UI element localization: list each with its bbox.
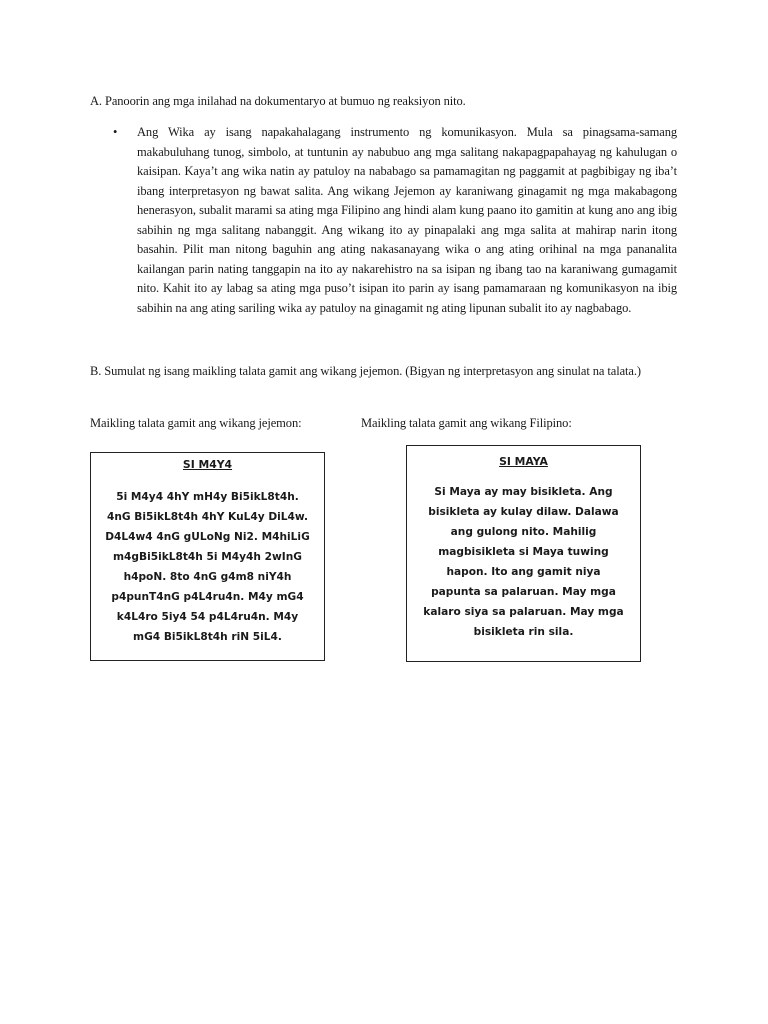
reaction-paragraph: Ang Wika ay isang napakahalagang instrumento ng komunikasyon. Mula sa pinagsama-samang makabuluhang tunog, simbolo, at tuntunin ay nabubuo ang mga salitang nakapagpapahayag ng kahulugan o kaisipan. Kaya’t ang wika natin ay patuloy na nababago sa pamamagitan ng paggamit at pagbibigay ng iba’t ibang interpretasyon ng bawat salita. Ang wikang Jejemon ay karaniwang ginagamit ng mga makabagong henerasyon, subalit marami sa ating mga Filipino ang hindi alam kung paano ito gamitin at kung ano ang ibig sabihin ng mga salitang nabanggit. Ang wikang ito ay pinapalaki ang mga salita at mahirap narin itong basahin. Pilit man nitong baguhin ang ating nakasanayang wika o ang ating orihinal na mga pananalita kailangan parin nating tanggapin na ito ay nakarehistro na sa isipan ng ibang tao na karaniwang gumagamit nito. Kahit ito ay labag sa ating mga puso’t isipan ito parin ay isang pamamaraan ng komunikasyon na ibig sabihin na ang ating sariling wika ay patuloy na ginagamit ng ating lipunan subalit ito ay nagbabago. xyxy=(137,125,677,315)
filipino-box-body: Si Maya ay may bisikleta. Ang bisikleta ay kulay dilaw. Dalawa ang gulong nito. Mahilig magbisikleta si Maya tuwing hapon. Ito ang gamit niya papunta sa palaruan. May mga kalaro siya sa palaruan. May mga bisikleta rin sila. xyxy=(423,486,624,638)
jejemon-label: Maikling talata gamit ang wikang jejemon: xyxy=(90,416,302,430)
filipino-box-title: SI MAYA xyxy=(499,455,548,468)
section-a-heading: A. Panoorin ang mga inilahad na dokumentaryo at bumuo ng reaksiyon nito. xyxy=(90,94,466,108)
section-b-heading: B. Sumulat ng isang maikling talata gamit ang wikang jejemon. (Bigyan ng interpretasyon ang sinulat na talata.) xyxy=(90,364,641,378)
jejemon-box-title: SI M4Y4 xyxy=(182,458,233,471)
jejemon-paragraph-box xyxy=(90,452,325,661)
jejemon-box-body: 5i M4y4 4hY mH4y Bi5ikL8t4h. 4nG Bi5ikL8t4h 4hY KuL4y DiL4w. D4L4w4 4nG gULoNg Ni2. M4hiLiG m4gBi5ikL8t4h 5i M4y4h 2wInG h4poN. 8to 4nG g4m8 niY4h p4punT4nG p4L4ru4n. M4y mG4 k4L4ro 5iy4 54 p4L4ru4n. M4y mG4 Bi5ikL8t4h riN 5iL4. xyxy=(105,491,310,643)
filipino-label: Maikling talata gamit ang wikang Filipino: xyxy=(361,416,572,430)
filipino-paragraph-box xyxy=(406,445,641,662)
bullet-icon: • xyxy=(113,125,118,139)
